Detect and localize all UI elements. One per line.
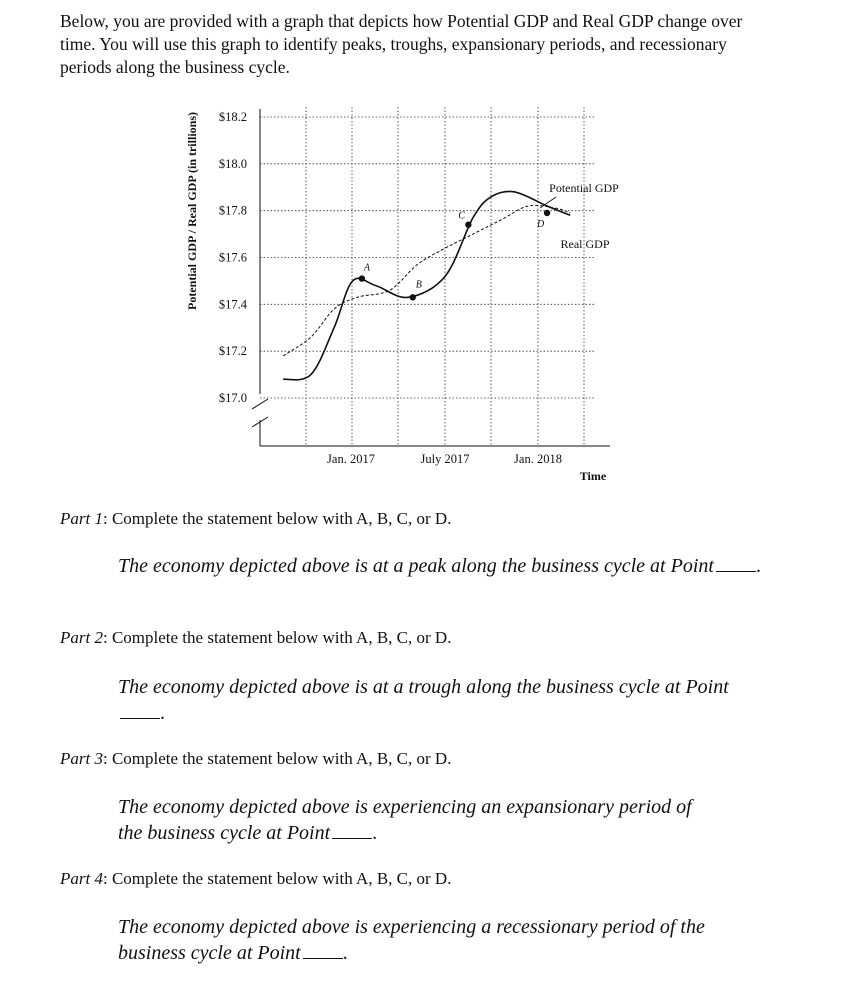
potential-gdp-annotation: Potential GDP [549, 181, 619, 195]
point-c-marker [465, 222, 471, 228]
part-2-statement-text: The economy depicted above is at a trough along the business cycle at Point [118, 676, 729, 698]
y-tick-label: $17.8 [218, 203, 247, 218]
part-3-answer-blank[interactable] [332, 822, 372, 839]
point-c-label: C [458, 210, 466, 222]
y-tick-label: $17.2 [218, 344, 247, 359]
point-a-label: A [363, 262, 370, 274]
x-tick-label: July 2017 [420, 452, 470, 466]
part-2-answer-blank[interactable] [120, 702, 160, 719]
potential-gdp-line [283, 205, 570, 355]
part-3-instruction: : Complete the statement below with A, B, C, or D. [102, 749, 452, 768]
part-2-statement: The economy depicted above is at a trough along the business cycle at Point. [118, 676, 729, 724]
point-d-marker [544, 210, 550, 216]
part-1-answer-blank[interactable] [716, 555, 756, 572]
part-2-heading [60, 628, 451, 648]
real-gdp-annotation: Real GDP [560, 237, 610, 251]
part-3-statement: The economy depicted above is experiencing an expansionary period of the business cycle at Point . [118, 796, 692, 844]
part-1-label: Part 1 [60, 509, 103, 528]
y-axis-label: Potential GDP / Real GDP (in trillions) [185, 112, 199, 310]
point-b-marker [410, 294, 416, 300]
part-4-label: Part 4 [60, 869, 103, 888]
x-tick-label: Jan. 2018 [514, 452, 562, 466]
x-axis-label: Time [579, 469, 607, 483]
y-tick-label: $17.6 [218, 250, 247, 265]
part-4-instruction: : Complete the statement below with A, B, C, or D. [102, 869, 452, 888]
part-1-instruction: : Complete the statement below with A, B, C, or D. [102, 509, 452, 528]
point-d-label: D [537, 219, 545, 231]
part-1-heading [60, 509, 451, 529]
intro-paragraph: Below, you are provided with a graph that depicts how Potential GDP and Real GDP change over time. You will use this graph to identify peaks, troughs, expansionary periods, and recessionary periods along the business cycle. [60, 11, 743, 77]
real-gdp-line [283, 191, 570, 379]
y-tick-label: $18.2 [218, 110, 247, 124]
part-4-answer-blank[interactable] [303, 942, 343, 959]
y-tick-label: $17.4 [218, 297, 247, 312]
part-3-label: Part 3 [60, 749, 103, 768]
gdp-chart [0, 0, 864, 500]
part-3-statement-text: The economy depicted above is experiencing an expansionary period of the business cycle at Point [118, 796, 692, 844]
point-a-marker [359, 275, 365, 281]
part-3-heading [60, 749, 451, 769]
part-4-heading [60, 869, 451, 889]
part-1-statement-text: The economy depicted above is at a peak along the business cycle at Point [118, 555, 714, 577]
y-tick-label: $17.0 [218, 391, 247, 405]
y-tick-label: $18.0 [218, 156, 247, 171]
part-4-statement-text: The economy depicted above is experiencing a recessionary period of the business cycle at Point [118, 916, 705, 964]
part-4-statement: The economy depicted above is experiencing a recessionary period of the business cycle at Point . [118, 916, 705, 964]
part-2-instruction: : Complete the statement below with A, B, C, or D. [102, 628, 452, 647]
x-tick-label: Jan. 2017 [327, 452, 375, 466]
part-2-label: Part 2 [60, 628, 103, 647]
part-1-statement: The economy depicted above is at a peak along the business cycle at Point . [118, 555, 761, 577]
point-b-label: B [415, 279, 422, 291]
